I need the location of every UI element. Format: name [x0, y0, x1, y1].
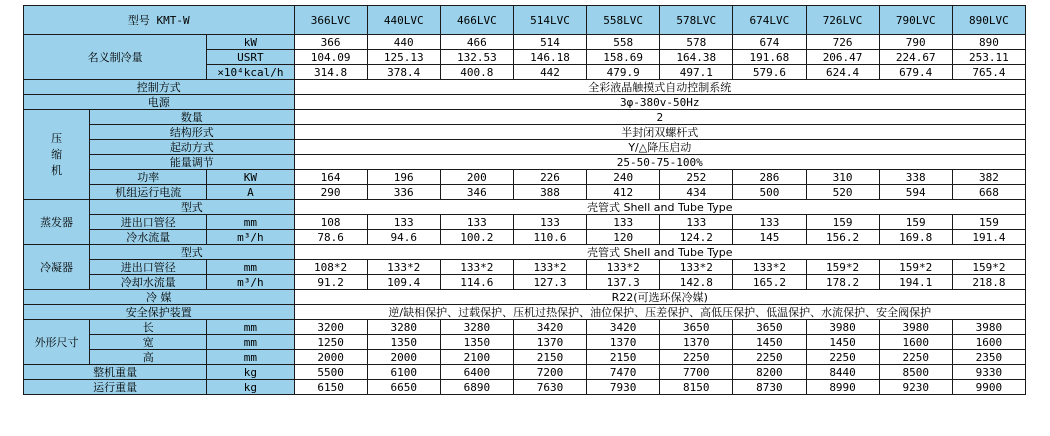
unit-cell: kW [207, 35, 294, 50]
value-cell: 110.6 [513, 230, 586, 245]
condenser-type-value: 壳管式 Shell and Tube Type [294, 245, 1025, 260]
value-cell: 114.6 [440, 275, 513, 290]
value-cell: 2250 [733, 350, 806, 365]
value-cell: 159 [879, 215, 952, 230]
unit-cell: kg [207, 365, 294, 380]
value-cell: 442 [513, 65, 586, 80]
value-cell: 466 [440, 35, 513, 50]
value-cell: 310 [806, 170, 879, 185]
value-cell: 388 [513, 185, 586, 200]
value-cell: 133 [587, 215, 660, 230]
value-cell: 133 [660, 215, 733, 230]
value-cell: 133*2 [513, 260, 586, 275]
value-cell: 159*2 [806, 260, 879, 275]
value-cell: 286 [733, 170, 806, 185]
capacity-label: 名义制冷量 [24, 35, 207, 80]
dimension-label: 长 [90, 320, 207, 335]
evaporator-pipe-row [24, 215, 1026, 230]
value-cell: 133*2 [587, 260, 660, 275]
compressor-power-label: 功率 [90, 170, 207, 185]
value-cell: 133 [513, 215, 586, 230]
compressor-qty-label: 数量 [90, 110, 294, 125]
evaporator-type-value: 壳管式 Shell and Tube Type [294, 200, 1025, 215]
value-cell: 159*2 [952, 260, 1025, 275]
value-cell: 3650 [733, 320, 806, 335]
value-cell: 1350 [367, 335, 440, 350]
value-cell: 8150 [660, 380, 733, 395]
model-col: 890LVC [952, 6, 1025, 35]
value-cell: 6100 [367, 365, 440, 380]
evaporator-type-label: 型式 [90, 200, 294, 215]
dimension-width-row [24, 335, 1026, 350]
value-cell: 8730 [733, 380, 806, 395]
value-cell: 178.2 [806, 275, 879, 290]
value-cell: 145 [733, 230, 806, 245]
value-cell: 100.2 [440, 230, 513, 245]
condenser-pipe-row [24, 260, 1026, 275]
value-cell: 164.38 [660, 50, 733, 65]
value-cell: 6890 [440, 380, 513, 395]
compressor-capacity-label: 能量调节 [90, 155, 294, 170]
value-cell: 290 [294, 185, 367, 200]
run-weight-row [24, 380, 1026, 395]
value-cell: 108 [294, 215, 367, 230]
value-cell: 7700 [660, 365, 733, 380]
refrigerant-row [24, 290, 1026, 305]
header-row [24, 6, 1026, 35]
model-col: 466LVC [440, 6, 513, 35]
value-cell: 1370 [513, 335, 586, 350]
value-cell: 514 [513, 35, 586, 50]
value-cell: 2150 [513, 350, 586, 365]
value-cell: 1450 [806, 335, 879, 350]
value-cell: 1350 [440, 335, 513, 350]
compressor-capacity-row [24, 155, 1026, 170]
compressor-group-label: 压 缩 机 [24, 110, 90, 200]
value-cell: 3980 [879, 320, 952, 335]
value-cell: 726 [806, 35, 879, 50]
value-cell: 412 [587, 185, 660, 200]
model-col: 674LVC [733, 6, 806, 35]
value-cell: 3420 [513, 320, 586, 335]
value-cell: 624.4 [806, 65, 879, 80]
value-cell: 3980 [806, 320, 879, 335]
value-cell: 156.2 [806, 230, 879, 245]
value-cell: 3280 [367, 320, 440, 335]
compressor-current-row [24, 185, 1026, 200]
dimension-height-row [24, 350, 1026, 365]
value-cell: 194.1 [879, 275, 952, 290]
compressor-start-value: Y/△降压启动 [294, 140, 1025, 155]
value-cell: 9230 [879, 380, 952, 395]
value-cell: 146.18 [513, 50, 586, 65]
value-cell: 1450 [733, 335, 806, 350]
value-cell: 2000 [294, 350, 367, 365]
value-cell: 133*2 [660, 260, 733, 275]
value-cell: 382 [952, 170, 1025, 185]
condenser-flow-label: 冷却水流量 [90, 275, 207, 290]
value-cell: 191.68 [733, 50, 806, 65]
value-cell: 668 [952, 185, 1025, 200]
unit-cell: m³/h [207, 230, 294, 245]
unit-cell: m³/h [207, 275, 294, 290]
value-cell: 765.4 [952, 65, 1025, 80]
value-cell: 108*2 [294, 260, 367, 275]
dimension-label: 宽 [90, 335, 207, 350]
compressor-structure-value: 半封闭双螺杆式 [294, 125, 1025, 140]
unit-cell: A [207, 185, 294, 200]
value-cell: 137.3 [587, 275, 660, 290]
value-cell: 159 [806, 215, 879, 230]
value-cell: 338 [879, 170, 952, 185]
value-cell: 104.09 [294, 50, 367, 65]
value-cell: 109.4 [367, 275, 440, 290]
refrigerant-value: R22(可选环保冷媒) [294, 290, 1025, 305]
value-cell: 165.2 [733, 275, 806, 290]
compressor-start-label: 起动方式 [90, 140, 294, 155]
value-cell: 3420 [587, 320, 660, 335]
compressor-qty-value: 2 [294, 110, 1025, 125]
value-cell: 440 [367, 35, 440, 50]
value-cell: 218.8 [952, 275, 1025, 290]
condenser-type-row [24, 245, 1026, 260]
value-cell: 2250 [879, 350, 952, 365]
value-cell: 578 [660, 35, 733, 50]
value-cell: 434 [660, 185, 733, 200]
unit-cell: USRT [207, 50, 294, 65]
model-col: 790LVC [879, 6, 952, 35]
safety-label: 安全保护装置 [24, 305, 295, 320]
value-cell: 314.8 [294, 65, 367, 80]
value-cell: 1370 [660, 335, 733, 350]
value-cell: 7930 [587, 380, 660, 395]
value-cell: 5500 [294, 365, 367, 380]
value-cell: 159*2 [879, 260, 952, 275]
value-cell: 366 [294, 35, 367, 50]
value-cell: 2250 [660, 350, 733, 365]
value-cell: 6400 [440, 365, 513, 380]
evaporator-pipe-label: 进出口管径 [90, 215, 207, 230]
power-row [24, 95, 1026, 110]
value-cell: 169.8 [879, 230, 952, 245]
unit-cell: mm [207, 350, 294, 365]
condenser-group-label: 冷凝器 [24, 245, 90, 290]
value-cell: 124.2 [660, 230, 733, 245]
evaporator-flow-row [24, 230, 1026, 245]
unit-cell: kg [207, 380, 294, 395]
value-cell: 520 [806, 185, 879, 200]
value-cell: 558 [587, 35, 660, 50]
value-cell: 8440 [806, 365, 879, 380]
value-cell: 133*2 [733, 260, 806, 275]
value-cell: 1600 [952, 335, 1025, 350]
run-weight-label: 运行重量 [24, 380, 207, 395]
unit-cell: mm [207, 335, 294, 350]
value-cell: 159 [952, 215, 1025, 230]
value-cell: 91.2 [294, 275, 367, 290]
value-cell: 479.9 [587, 65, 660, 80]
unit-cell: ×10⁴kcal/h [207, 65, 294, 80]
value-cell: 2250 [806, 350, 879, 365]
value-cell: 132.53 [440, 50, 513, 65]
value-cell: 497.1 [660, 65, 733, 80]
value-cell: 158.69 [587, 50, 660, 65]
value-cell: 224.67 [879, 50, 952, 65]
value-cell: 3980 [952, 320, 1025, 335]
control-row [24, 80, 1026, 95]
evaporator-type-row [24, 200, 1026, 215]
dimension-label: 高 [90, 350, 207, 365]
value-cell: 579.6 [733, 65, 806, 80]
model-col: 578LVC [660, 6, 733, 35]
value-cell: 78.6 [294, 230, 367, 245]
spec-table-wrapper [23, 5, 1026, 395]
value-cell: 3280 [440, 320, 513, 335]
model-col: 514LVC [513, 6, 586, 35]
unit-cell: mm [207, 215, 294, 230]
value-cell: 142.8 [660, 275, 733, 290]
value-cell: 6650 [367, 380, 440, 395]
value-cell: 120 [587, 230, 660, 245]
dimension-length-row [24, 320, 1026, 335]
value-cell: 191.4 [952, 230, 1025, 245]
model-col: 440LVC [367, 6, 440, 35]
compressor-structure-label: 结构形式 [90, 125, 294, 140]
value-cell: 226 [513, 170, 586, 185]
value-cell: 164 [294, 170, 367, 185]
value-cell: 94.6 [367, 230, 440, 245]
model-col: 366LVC [294, 6, 367, 35]
safety-row [24, 305, 1026, 320]
compressor-current-label: 机组运行电流 [90, 185, 207, 200]
value-cell: 2000 [367, 350, 440, 365]
unit-cell: KW [207, 170, 294, 185]
compressor-power-row [24, 170, 1026, 185]
value-cell: 133 [367, 215, 440, 230]
value-cell: 252 [660, 170, 733, 185]
unit-cell: mm [207, 260, 294, 275]
value-cell: 1370 [587, 335, 660, 350]
value-cell: 346 [440, 185, 513, 200]
unit-weight-row [24, 365, 1026, 380]
compressor-capacity-value: 25-50-75-100% [294, 155, 1025, 170]
spec-table [23, 5, 1026, 395]
value-cell: 790 [879, 35, 952, 50]
value-cell: 7470 [587, 365, 660, 380]
evaporator-group-label: 蒸发器 [24, 200, 90, 245]
value-cell: 6150 [294, 380, 367, 395]
compressor-start-row [24, 140, 1026, 155]
dimensions-group-label: 外形尺寸 [24, 320, 90, 365]
unit-cell: mm [207, 320, 294, 335]
value-cell: 674 [733, 35, 806, 50]
value-cell: 8200 [733, 365, 806, 380]
value-cell: 133 [733, 215, 806, 230]
value-cell: 7630 [513, 380, 586, 395]
value-cell: 240 [587, 170, 660, 185]
power-value: 3φ-380v-50Hz [294, 95, 1025, 110]
evaporator-flow-label: 冷水流量 [90, 230, 207, 245]
value-cell: 7200 [513, 365, 586, 380]
condenser-pipe-label: 进出口管径 [90, 260, 207, 275]
value-cell: 3200 [294, 320, 367, 335]
value-cell: 9330 [952, 365, 1025, 380]
value-cell: 679.4 [879, 65, 952, 80]
value-cell: 594 [879, 185, 952, 200]
model-col: 726LVC [806, 6, 879, 35]
safety-value: 逆/缺相保护、过载保护、压机过热保护、油位保护、压差保护、高低压保护、低温保护、水流保护、安全阀保护 [294, 305, 1025, 320]
value-cell: 9900 [952, 380, 1025, 395]
control-label: 控制方式 [24, 80, 295, 95]
value-cell: 1250 [294, 335, 367, 350]
value-cell: 127.3 [513, 275, 586, 290]
condenser-flow-row [24, 275, 1026, 290]
value-cell: 500 [733, 185, 806, 200]
value-cell: 378.4 [367, 65, 440, 80]
value-cell: 8500 [879, 365, 952, 380]
power-label: 电源 [24, 95, 295, 110]
value-cell: 1600 [879, 335, 952, 350]
value-cell: 253.11 [952, 50, 1025, 65]
value-cell: 200 [440, 170, 513, 185]
value-cell: 133*2 [440, 260, 513, 275]
value-cell: 196 [367, 170, 440, 185]
value-cell: 206.47 [806, 50, 879, 65]
refrigerant-label: 冷 媒 [24, 290, 295, 305]
value-cell: 400.8 [440, 65, 513, 80]
unit-weight-label: 整机重量 [24, 365, 207, 380]
value-cell: 133*2 [367, 260, 440, 275]
compressor-structure-row [24, 125, 1026, 140]
value-cell: 336 [367, 185, 440, 200]
value-cell: 8990 [806, 380, 879, 395]
model-col: 558LVC [587, 6, 660, 35]
value-cell: 2150 [587, 350, 660, 365]
value-cell: 2100 [440, 350, 513, 365]
value-cell: 133 [440, 215, 513, 230]
value-cell: 890 [952, 35, 1025, 50]
compressor-qty-row [24, 110, 1026, 125]
value-cell: 125.13 [367, 50, 440, 65]
model-title: 型号 KMT-W [24, 6, 295, 35]
value-cell: 3650 [660, 320, 733, 335]
capacity-kw-row [24, 35, 1026, 50]
condenser-type-label: 型式 [90, 245, 294, 260]
value-cell: 2350 [952, 350, 1025, 365]
control-value: 全彩液晶触摸式自动控制系统 [294, 80, 1025, 95]
